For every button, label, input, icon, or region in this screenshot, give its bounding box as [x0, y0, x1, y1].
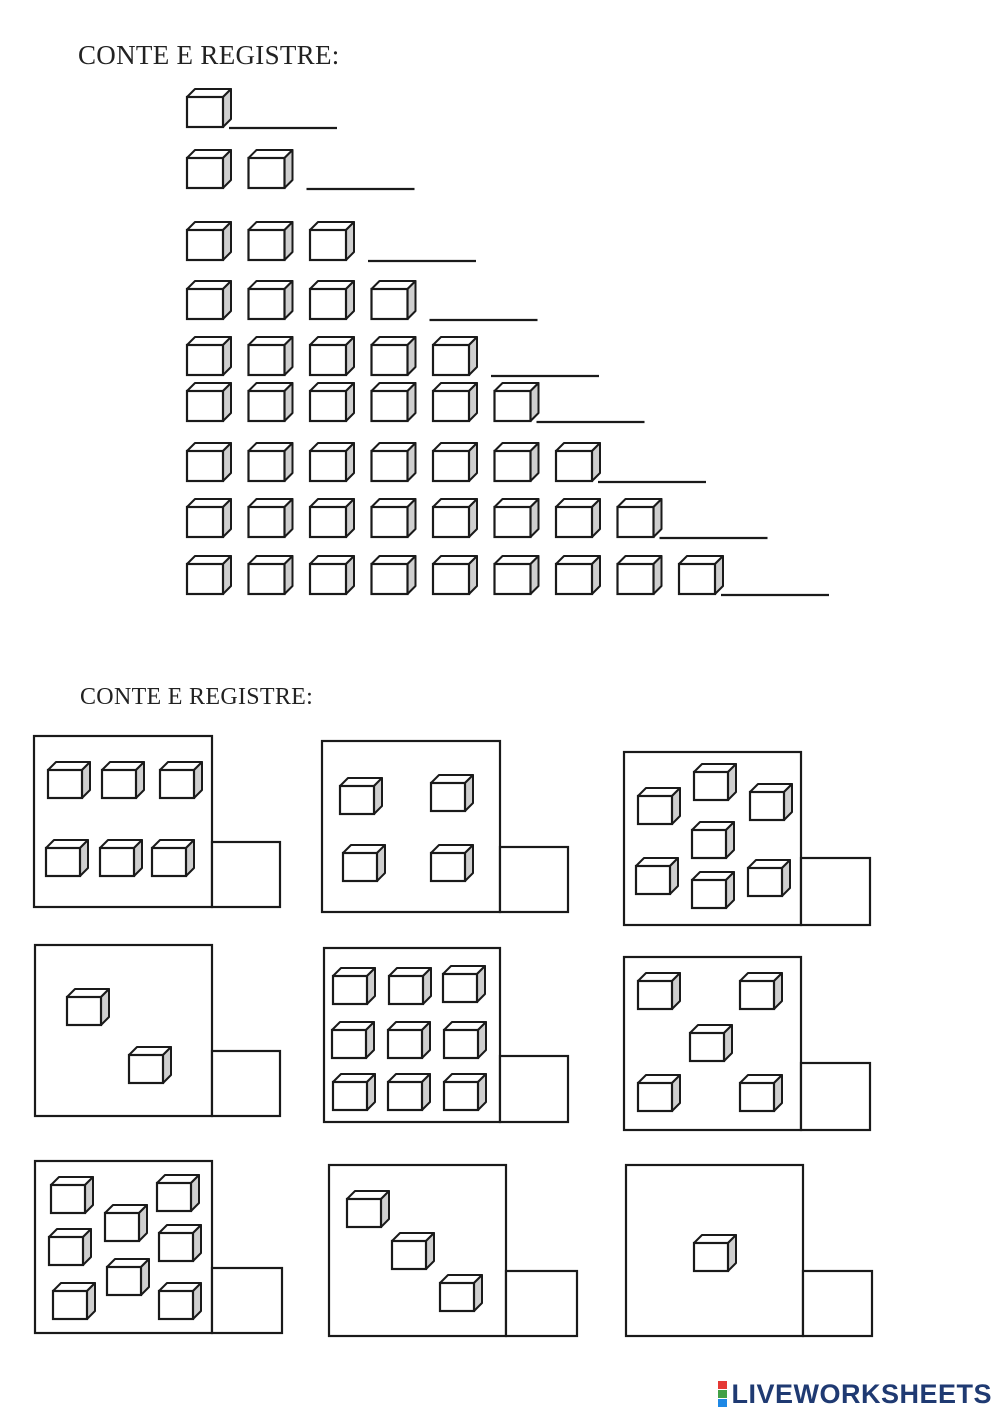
- answer-box[interactable]: [801, 1063, 870, 1130]
- cube-icon: [690, 1025, 732, 1061]
- cube-icon: [692, 872, 734, 908]
- cube-icon: [310, 499, 354, 537]
- cube-icon: [159, 1283, 201, 1319]
- count-panel: [324, 948, 568, 1122]
- cube-icon: [53, 1283, 95, 1319]
- cube-icon: [444, 1074, 486, 1110]
- cube-icon: [556, 443, 600, 481]
- logo-block-green: [718, 1390, 727, 1398]
- cube-icon: [636, 858, 678, 894]
- cube-icon: [187, 222, 231, 260]
- cube-icon: [310, 337, 354, 375]
- cube-icon: [638, 1075, 680, 1111]
- cube-icon: [433, 556, 477, 594]
- cube-icon: [187, 89, 231, 127]
- cube-icon: [332, 1022, 374, 1058]
- cube-icon: [249, 499, 293, 537]
- cube-icon: [638, 788, 680, 824]
- cube-icon: [46, 840, 88, 876]
- cube-icon: [249, 383, 293, 421]
- count-row: [187, 443, 706, 482]
- cube-icon: [495, 443, 539, 481]
- count-row: [187, 499, 768, 538]
- cube-icon: [333, 968, 375, 1004]
- cube-icon: [740, 1075, 782, 1111]
- cube-icon: [152, 840, 194, 876]
- cube-icon: [431, 775, 473, 811]
- cube-icon: [157, 1175, 199, 1211]
- cube-icon: [694, 764, 736, 800]
- cube-icon: [431, 845, 473, 881]
- cube-icon: [740, 973, 782, 1009]
- cube-icon: [443, 966, 485, 1002]
- cube-icon: [388, 1022, 430, 1058]
- cube-icon: [495, 383, 539, 421]
- cube-icon: [249, 150, 293, 188]
- count-row: [187, 89, 337, 128]
- cube-icon: [340, 778, 382, 814]
- cube-icon: [618, 556, 662, 594]
- count-panel: [322, 741, 568, 912]
- cube-icon: [372, 556, 416, 594]
- cube-icon: [372, 337, 416, 375]
- cube-icon: [372, 499, 416, 537]
- count-panel: [34, 736, 280, 907]
- answer-box[interactable]: [212, 1051, 280, 1116]
- cube-icon: [748, 860, 790, 896]
- cube-icon: [249, 443, 293, 481]
- cube-icon: [67, 989, 109, 1025]
- cube-icon: [556, 499, 600, 537]
- cube-icon: [249, 281, 293, 319]
- cube-icon: [249, 337, 293, 375]
- cube-icon: [440, 1275, 482, 1311]
- cube-icon: [433, 337, 477, 375]
- answer-box[interactable]: [500, 847, 568, 912]
- cube-icon: [343, 845, 385, 881]
- cube-icon: [372, 383, 416, 421]
- cube-icon: [187, 281, 231, 319]
- cube-icon: [310, 383, 354, 421]
- cube-icon: [679, 556, 723, 594]
- cube-icon: [49, 1229, 91, 1265]
- cube-icon: [389, 968, 431, 1004]
- answer-box[interactable]: [212, 842, 280, 907]
- cube-icon: [187, 383, 231, 421]
- count-row: [187, 222, 476, 261]
- cube-icon: [372, 281, 416, 319]
- count-panel: [624, 752, 870, 925]
- cube-icon: [392, 1233, 434, 1269]
- cube-icon: [347, 1191, 389, 1227]
- cube-icon: [249, 556, 293, 594]
- cube-icon: [129, 1047, 171, 1083]
- answer-box[interactable]: [506, 1271, 577, 1336]
- count-panel: [35, 945, 280, 1116]
- cube-icon: [48, 762, 90, 798]
- cube-icon: [249, 222, 293, 260]
- worksheet-heading-count-boxes: CONTE E REGISTRE:: [80, 684, 314, 710]
- count-panel: [624, 957, 870, 1130]
- cube-icon: [433, 499, 477, 537]
- cube-icon: [187, 150, 231, 188]
- cube-icon: [433, 443, 477, 481]
- answer-box[interactable]: [801, 858, 870, 925]
- count-row: [187, 281, 538, 320]
- cube-icon: [310, 222, 354, 260]
- liveworksheets-logo: [718, 1377, 992, 1411]
- cube-icon: [495, 499, 539, 537]
- cube-frame: [35, 945, 212, 1116]
- logo-block-blue: [718, 1399, 727, 1407]
- count-row: [187, 337, 599, 376]
- count-row: [187, 556, 829, 595]
- count-panel: [626, 1165, 872, 1336]
- answer-box[interactable]: [212, 1268, 282, 1333]
- cube-icon: [444, 1022, 486, 1058]
- cube-icon: [187, 337, 231, 375]
- cube-icon: [692, 822, 734, 858]
- cube-icon: [310, 443, 354, 481]
- logo-block-red: [718, 1381, 727, 1389]
- answer-box[interactable]: [500, 1056, 568, 1122]
- count-panel: [35, 1161, 282, 1333]
- cube-icon: [750, 784, 792, 820]
- cube-icon: [187, 443, 231, 481]
- cube-icon: [310, 281, 354, 319]
- cube-icon: [105, 1205, 147, 1241]
- cube-icon: [107, 1259, 149, 1295]
- count-row: [187, 150, 415, 189]
- cube-icon: [388, 1074, 430, 1110]
- cube-icon: [372, 443, 416, 481]
- cube-icon: [160, 762, 202, 798]
- cube-icon: [310, 556, 354, 594]
- cube-icon: [495, 556, 539, 594]
- cube-frame: [322, 741, 500, 912]
- cube-icon: [187, 556, 231, 594]
- cube-icon: [51, 1177, 93, 1213]
- cube-icon: [100, 840, 142, 876]
- cube-icon: [556, 556, 600, 594]
- cube-icon: [694, 1235, 736, 1271]
- brand-name: LIVEWORKSHEETS: [731, 1378, 992, 1409]
- cube-icon: [187, 499, 231, 537]
- worksheet-heading-count-rows: CONTE E REGISTRE:: [78, 40, 340, 70]
- cube-icon: [618, 499, 662, 537]
- answer-box[interactable]: [803, 1271, 872, 1336]
- cube-icon: [638, 973, 680, 1009]
- cube-icon: [102, 762, 144, 798]
- cube-icon: [333, 1074, 375, 1110]
- logo-blocks-icon: [718, 1381, 727, 1407]
- cube-icon: [433, 383, 477, 421]
- count-panel: [329, 1165, 577, 1336]
- cube-icon: [159, 1225, 201, 1261]
- count-row: [187, 383, 645, 422]
